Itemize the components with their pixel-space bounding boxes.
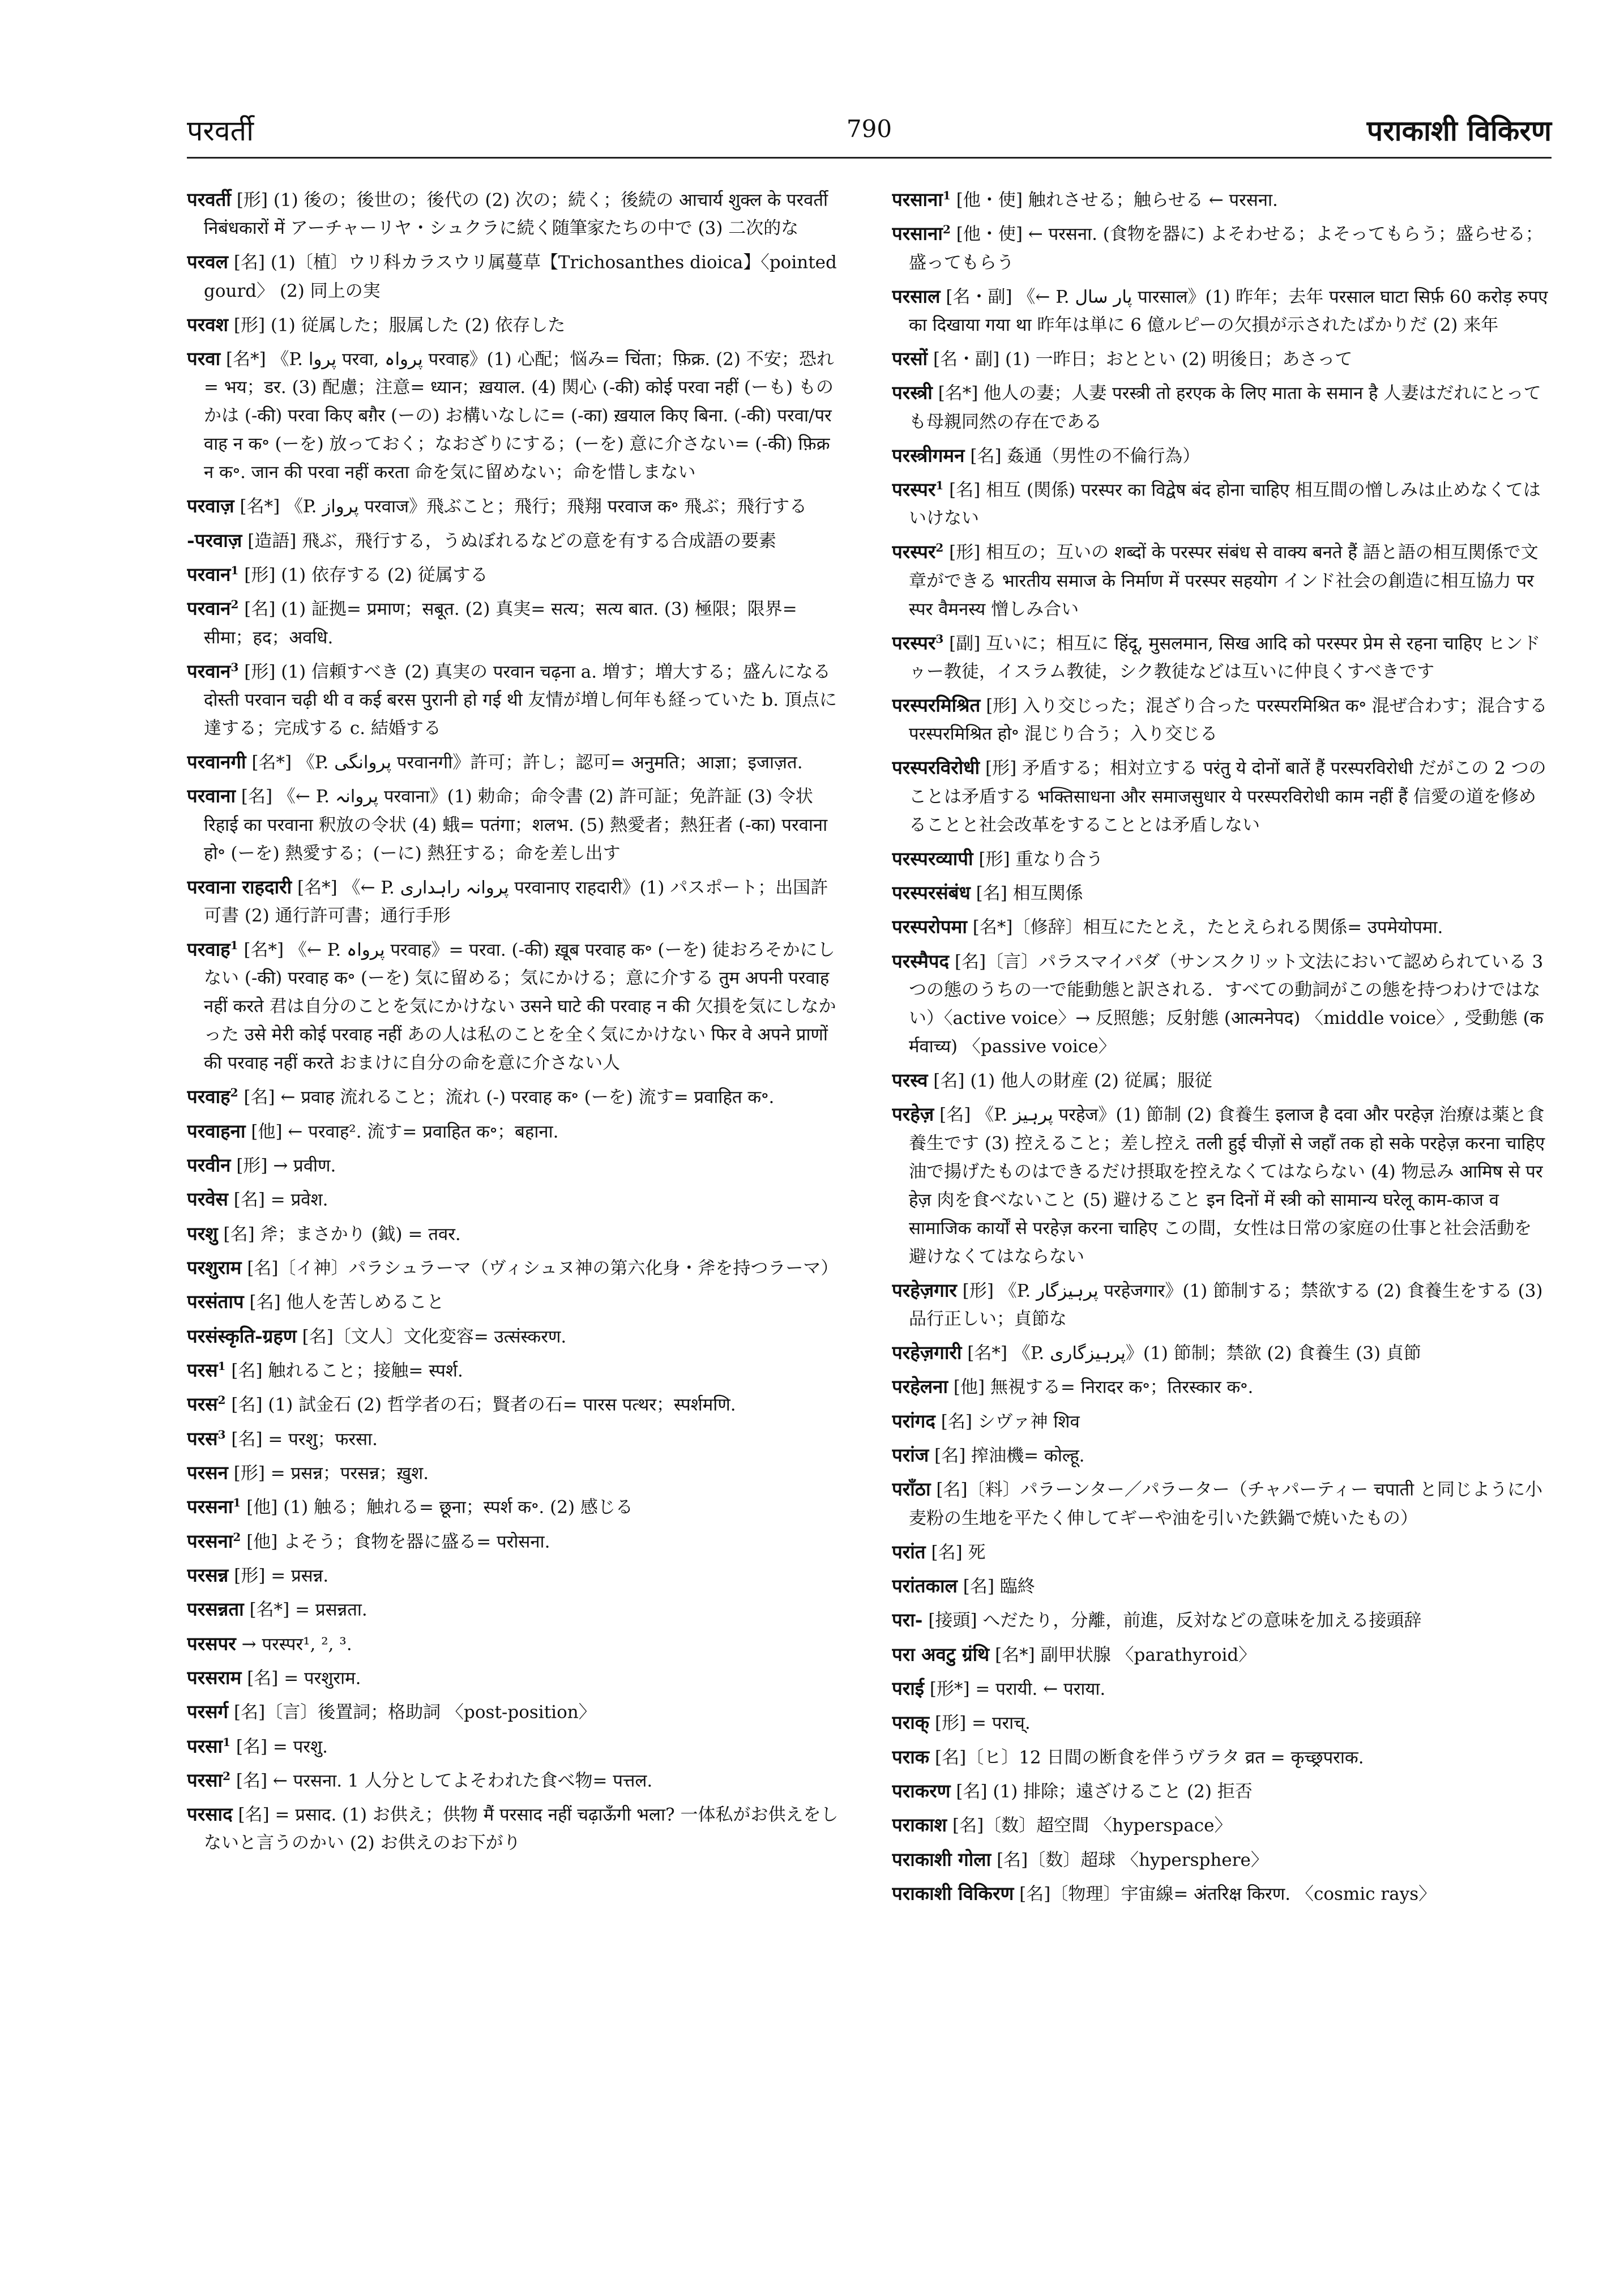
dictionary-entry xyxy=(892,1062,1549,1095)
right-column xyxy=(892,181,1549,2248)
entry-homograph-number: 3 xyxy=(935,631,944,646)
dictionary-entry xyxy=(187,556,844,589)
entry-headword: परस xyxy=(187,1393,218,1415)
dictionary-entry xyxy=(187,1420,844,1453)
entry-headword: परसाद xyxy=(187,1803,233,1825)
dictionary-entry xyxy=(187,1488,844,1521)
entry-definition: → परस्पर¹, ², ³. xyxy=(241,1633,352,1654)
entry-definition: [名]〔数〕超球 〈hypersphere〉 xyxy=(997,1849,1268,1870)
dictionary-entry xyxy=(187,1352,844,1385)
entry-headword: परवानगी xyxy=(187,750,246,773)
entry-homograph-number: 3 xyxy=(217,1427,226,1441)
entry-headword: परवाह xyxy=(187,938,230,961)
entry-headword: परस xyxy=(187,1359,218,1381)
entry-headword: परसपर xyxy=(187,1632,236,1654)
entry-definition: [形] = पराच्. xyxy=(935,1713,1031,1734)
entry-definition: [名*]〔修辞〕相互にたとえ，たとえられる関係= उपमेयोपमा. xyxy=(972,917,1443,938)
dictionary-entry xyxy=(892,1437,1549,1470)
dictionary-entry xyxy=(892,1875,1549,1908)
entry-headword: परसंताप xyxy=(187,1290,244,1313)
entry-headword: पराक् xyxy=(892,1711,930,1734)
dictionary-entry xyxy=(892,471,1549,532)
dictionary-entry xyxy=(187,1249,844,1282)
dictionary-entry xyxy=(892,1272,1549,1333)
dictionary-entry xyxy=(187,1591,844,1624)
entry-headword: परस्पर xyxy=(892,631,936,654)
right-running-headword: पराकाशी विकिरण xyxy=(1366,114,1552,147)
entry-headword: परवाना राहदारी xyxy=(187,875,292,898)
entry-headword: परसन्नता xyxy=(187,1598,244,1620)
entry-headword: परवान xyxy=(187,563,231,586)
dictionary-entry xyxy=(187,1728,844,1761)
dictionary-entry xyxy=(187,522,844,555)
dictionary-entry xyxy=(187,744,844,776)
dictionary-entry xyxy=(187,306,844,339)
entry-headword: परवाहना xyxy=(187,1119,246,1142)
dictionary-entry xyxy=(892,1403,1549,1436)
dictionary-entry xyxy=(892,1670,1549,1703)
header-rule xyxy=(187,157,1552,159)
entry-headword: परहेज़गारी xyxy=(892,1341,962,1364)
entry-definition: [名*] 副甲状腺 〈parathyroid〉 xyxy=(995,1644,1257,1665)
entry-headword: परस्मैपद xyxy=(892,949,950,972)
entry-headword: परस्त्री xyxy=(892,381,933,404)
page-header xyxy=(187,110,1552,173)
entry-definition: [名] 死 xyxy=(931,1542,986,1563)
entry-headword: परस्पर xyxy=(892,540,936,563)
dictionary-entry xyxy=(892,181,1549,214)
dictionary-entry xyxy=(187,1386,844,1419)
dictionary-entry xyxy=(892,1096,1549,1270)
entry-homograph-number: 1 xyxy=(942,189,951,202)
entry-headword: परसराम xyxy=(187,1666,242,1689)
entry-headword: परसना xyxy=(187,1529,233,1552)
entry-definition: [形] (1) 後の；後世の；後代の (2) 次の；続く；後続の आचार्य शुक्ल के परवर्ती निबंधकारों में アーチャーリヤ・シュクラに続く随筆家たちの中で (3) 二次的な xyxy=(204,190,828,239)
entry-headword: पराँठा xyxy=(892,1478,931,1500)
entry-definition: [名*] 《P. پروانگی परवानगी》許可；許し；認可= अनुमति；आज्ञा；इजाज़त. xyxy=(251,752,803,773)
entry-definition: [名] ← परसना. 1 人分としてよそわれた食べ物= पत्तल. xyxy=(236,1770,653,1791)
entry-homograph-number: 1 xyxy=(217,1359,226,1373)
entry-definition: [形] (1) 従属した；服属した (2) 依存した xyxy=(233,314,566,335)
left-running-headword: परवर्ती xyxy=(187,114,254,147)
entry-definition: [名]〔文人〕文化変容= उत्संस्करण. xyxy=(302,1326,567,1347)
entry-definition: [名*] 《← P. پرواہ परवाह》= परवा. (-की) ख़ूब परवाह क॰ (ーを) 徒おろそかにしない (-की) परवाह क॰ (ーを) 気に留める；気にかける；意に介する तुम अपनी परवाह नहीं करते 君は自分のことを気にかけない उसने घाटे की परवाह न की 欠損を気にしなかった उसे मेरी कोई परवाह नहीं あの人は私のことを全く気にかけない फिर वे अपने प्राणों की परवाह नहीं करते おまけに自分の命を意に介さない人 xyxy=(204,940,836,1074)
dictionary-entry xyxy=(892,1471,1549,1532)
entry-headword: परवेस xyxy=(187,1188,228,1210)
entry-headword: परसन्न xyxy=(187,1564,229,1586)
dictionary-entry xyxy=(892,1636,1549,1669)
dictionary-entry xyxy=(187,1078,844,1111)
entry-definition: [名*] 《P. پرواز परवाज》飛ぶこと；飛行；飛翔 परवाज क॰ 飛ぶ；飛行する xyxy=(240,496,807,517)
entry-headword: पराकरण xyxy=(892,1779,951,1802)
dictionary-entry xyxy=(892,840,1549,873)
entry-headword: परहेज़गार xyxy=(892,1278,957,1301)
entry-headword: परवाज़ xyxy=(187,494,234,517)
entry-headword: परस्पर xyxy=(892,478,936,501)
dictionary-entry xyxy=(187,1113,844,1146)
entry-definition: [形] → प्रवीण. xyxy=(236,1155,336,1176)
entry-headword: पराकाशी विकिरण xyxy=(892,1882,1014,1905)
dictionary-entry xyxy=(892,1704,1549,1737)
dictionary-entry xyxy=(187,1454,844,1487)
entry-definition: [名] シヴァ神 शिव xyxy=(941,1411,1080,1432)
entry-homograph-number: 2 xyxy=(223,1769,231,1783)
entry-definition: [名] 姦通（男性の不倫行為） xyxy=(970,445,1200,466)
entry-headword: परा- xyxy=(892,1608,923,1631)
entry-headword: परसाना xyxy=(892,188,943,211)
entry-headword: परवान xyxy=(187,659,231,682)
entry-definition: [名] 搾油機= कोल्हू. xyxy=(934,1445,1085,1466)
dictionary-entry xyxy=(892,437,1549,470)
entry-headword: परांगद xyxy=(892,1409,935,1432)
entry-definition: [他] 無視する= निरादर क॰；तिरस्कार क॰. xyxy=(953,1377,1254,1398)
dictionary-entry xyxy=(892,1534,1549,1567)
entry-homograph-number: 3 xyxy=(230,660,239,674)
entry-homograph-number: 1 xyxy=(935,478,944,492)
entry-headword: परवाह xyxy=(187,1085,230,1108)
entry-definition: [名・副] 《← P. پار سال पारसाल》(1) 昨年；去年 परसाल घाटा सिर्फ़ 60 करोड़ रुपए का दिखाया गया था 昨年は単に 6 億ルピーの欠損が示されたばかりだ (2) 来年 xyxy=(909,286,1548,335)
entry-definition: [名]〔言〕パラスマイパダ（サンスクリット文法において認められている 3 つの態のうちの一で能動態と訳される．すべての動詞がこの態を持つわけではない）〈active voice〉→ 反照態；反射態 (आत्मनेपद) 〈middle voice〉, 受動態 (कर्मवाच्य) 〈passive voice〉 xyxy=(909,951,1544,1057)
entry-homograph-number: 1 xyxy=(230,563,239,577)
entry-homograph-number: 1 xyxy=(223,1735,231,1749)
entry-headword: परसंस्कृति-ग्रहण xyxy=(187,1324,297,1347)
entry-definition: [名] 相互 (関係) परस्पर का विद्वेष बंद होना चाहिए 相互間の憎しみは止めなくてはいけない xyxy=(909,480,1541,529)
entry-definition: [造語] 飛ぶ，飛行する，うぬぼれるなどの意を有する合成語の要素 xyxy=(247,530,776,551)
entry-headword: पराक xyxy=(892,1745,930,1768)
dictionary-entry xyxy=(187,1283,844,1316)
entry-definition: [名] = प्रवेश. xyxy=(233,1189,328,1210)
entry-headword: परसर्ग xyxy=(187,1700,229,1723)
entry-definition: [名]〔料〕パラーンター／パラーター（チャパーティー चपाती と同じように小麦粉の生地を平たく伸してギーや油を引いた鉄鍋で焼いたもの） xyxy=(909,1479,1543,1529)
entry-definition: [形] 矛盾する；相対立する परंतु ये दोनों बातें हैं परस्परविरोधी だがこの 2 つのことは矛盾する भक्तिसाधना और समाजसुधार ये परस्परविरोधी काम नहीं हैं 信愛の道を修めることと社会改革をすることとは矛盾しない xyxy=(909,758,1546,835)
entry-headword: परस्परमिश्रित xyxy=(892,694,981,716)
dictionary-entry xyxy=(892,1602,1549,1634)
entry-definition: [名*] 《P. پرہیزگاری》(1) 節制；禁欲 (2) 食養生 (3) 貞節 xyxy=(967,1343,1421,1364)
entry-definition: [名*] 他人の妻；人妻 परस्त्री तो हरएक के लिए माता के समान है 人妻はだれにとっても母親同然の存在である xyxy=(909,383,1541,432)
entry-definition: [副] 互いに；相互に हिंदू, मुसलमान, सिख आदि को परस्पर प्रेम से रहना चाहिए ヒンドゥー教徒，イスラム教徒，シク教徒などは互いに仲良くすべきです xyxy=(909,633,1541,682)
entry-definition: [他] よそう；食物を器に盛る= परोसना. xyxy=(246,1531,550,1552)
dictionary-entry xyxy=(187,1762,844,1795)
entry-headword: परांत xyxy=(892,1540,926,1563)
entry-headword: परसा xyxy=(187,1734,223,1757)
dictionary-entry xyxy=(187,1215,844,1248)
entry-definition: [名]〔ヒ〕12 日間の断食を伴うヴラタ व्रत = कृच्छ्रपराक. xyxy=(935,1747,1364,1768)
dictionary-entry xyxy=(892,1773,1549,1806)
entry-definition: [形] 重なり合う xyxy=(978,848,1104,869)
dictionary-entry xyxy=(892,625,1549,686)
entry-definition: [名]〔物理〕宇宙線= अंतरिक्ष किरण. 〈cosmic rays〉 xyxy=(1019,1884,1437,1905)
dictionary-entry xyxy=(892,908,1549,941)
entry-headword: -परवाज़ xyxy=(187,528,242,551)
entry-headword: परांज xyxy=(892,1444,929,1466)
entry-definition: [名] (1) 排除；遠ざけること (2) 拒否 xyxy=(956,1781,1253,1802)
entry-definition: [名*] 《P. پروا परवा, پرواہ परवाह》(1) 心配；悩み= चिंता；फ़िक्र. (2) 不安；恐れ= भय；डर. (3) 配慮；注意= ध्यान；ख़याल. (4) 関心 (-की) कोई परवा नहीं (ーも) ものかは (-की) परवा किए बग़ैर (ーの) お構いなしに= (-का) ख़याल किए बिना. (-की) परवा/परवाह न क॰ (ーを) 放っておく；なおざりにする；(ーを) 意に介さない= (-की) फ़िक्र न क॰. जान की परवा नहीं करता 命を気に留めない；命を惜しまない xyxy=(204,349,834,483)
entry-definition: [形] 相互の；互いの शब्दों के परस्पर संबंध से वाक्य बनते हैं 語と語の相互関係で文章ができる भारतीय समाज के निर्माण में परस्पर सहयोग インド社会の創造に相互協力 परस्पर वैमनस्य 憎しみ合い xyxy=(909,542,1538,620)
entry-definition: [名] (1)〔植〕ウリ科カラスウリ属蔓草【Trichosanthes dioica】〈pointed gourd〉 (2) 同上の実 xyxy=(204,252,837,301)
entry-definition: [形] = प्रसन्न；परसन्न；ख़ुश. xyxy=(233,1463,429,1484)
entry-headword: परसों xyxy=(892,347,928,370)
entry-headword: परस्परसंबंध xyxy=(892,881,971,904)
entry-definition: [名] 《P. پرہیز परहेज》(1) 節制 (2) 食養生 इलाज है दवा और परहेज़ 治療は薬と食養生です (3) 控えること；差し控え तली हुई चीज़ों से जहाँ तक हो सके परहेज़ करना चाहिए 油で揚げたものはできるだけ摂取を控えなくてはならない (4) 物忌み आमिष से परहेज़ 肉を食べないこと (5) 避けること इन दिनों में स्त्री को सामान्य घरेलू काम-काज व सामाजिक कार्यों से परहेज़ करना चाहिए この間，女性は日常の家庭の仕事と社会活動を避けなくてはならない xyxy=(909,1104,1545,1267)
entry-headword: परवाना xyxy=(187,784,236,807)
entry-headword: परस्परविरोधी xyxy=(892,756,980,779)
entry-headword: परवान xyxy=(187,597,231,620)
dictionary-entry xyxy=(892,340,1549,373)
entry-definition: [他] ← परवाह². 流す= प्रवाहित क॰；बहाना. xyxy=(251,1121,559,1142)
entry-headword: परशु xyxy=(187,1222,218,1244)
entry-headword: परस्त्रीगमन xyxy=(892,443,965,466)
entry-homograph-number: 2 xyxy=(942,223,951,237)
entry-definition: [名] (1) 証拠= प्रमाण；सबूत. (2) 真実= सत्य；सत्य बात. (3) 極限；限界= सीमा；हद；अवधि. xyxy=(204,599,797,648)
dictionary-entry xyxy=(892,1841,1549,1874)
dictionary-entry xyxy=(187,1659,844,1692)
left-column xyxy=(187,181,844,2248)
dictionary-entry xyxy=(187,1318,844,1351)
dictionary-entry xyxy=(187,653,844,742)
entry-definition: [名]〔数〕超空間 〈hyperspace〉 xyxy=(952,1815,1232,1836)
entry-headword: परस xyxy=(187,1427,218,1449)
entry-headword: परशुराम xyxy=(187,1256,242,1279)
entry-homograph-number: 2 xyxy=(217,1393,226,1407)
entry-definition: [形] = प्रसन्न. xyxy=(234,1565,329,1586)
entry-headword: परांतकाल xyxy=(892,1574,958,1597)
dictionary-entry xyxy=(187,1557,844,1590)
entry-definition: [名] 臨終 xyxy=(963,1576,1035,1597)
entry-headword: परसन xyxy=(187,1461,228,1484)
entry-headword: परस्व xyxy=(892,1069,928,1091)
entry-headword: परवीन xyxy=(187,1154,231,1176)
dictionary-entry xyxy=(187,181,844,242)
entry-definition: [他] (1) 触る；触れる= छूना；स्पर्श क॰. (2) 感じる xyxy=(246,1497,633,1518)
dictionary-entry xyxy=(187,488,844,520)
entry-headword: पराकाशी गोला xyxy=(892,1847,992,1870)
entry-definition: [接頭] へだたり，分離，前進，反対などの意味を加える接頭辞 xyxy=(928,1610,1422,1631)
entry-headword: परसाल xyxy=(892,284,941,307)
dictionary-entry xyxy=(187,1796,844,1857)
entry-headword: परसना xyxy=(187,1495,233,1518)
entry-headword: परा अवटु ग्रंथि xyxy=(892,1642,990,1665)
entry-homograph-number: 2 xyxy=(230,1086,238,1100)
entry-definition: [形] (1) 信頼すべき (2) 真実の परवान चढ़ना a. 増す；増大する；盛んになる दोस्ती परवान चढ़ी थी व कई बरस पुरानी हो गई थी 友情が増し何年も経っていた b. 頂点に達する；完成する c. 結婚する xyxy=(204,661,837,739)
entry-definition: [名] 触れること；接触= स्पर्श. xyxy=(231,1360,463,1381)
entry-definition: [名] (1) 試金石 (2) 哲学者の石；賢者の石= पारस पत्थर；स्पर्शमणि. xyxy=(231,1394,736,1415)
entry-definition: [他・使] 触れさせる；触らせる ← परसना. xyxy=(956,190,1278,211)
dictionary-entry xyxy=(187,590,844,651)
dictionary-entry xyxy=(892,374,1549,436)
dictionary-entry xyxy=(892,943,1549,1061)
dictionary-entry xyxy=(187,1147,844,1180)
dictionary-entry xyxy=(892,1739,1549,1772)
entry-homograph-number: 2 xyxy=(935,541,944,555)
entry-definition: [名] ← प्रवाह 流れること；流れ (-) परवाह क॰ (ーを) 流す= प्रवाहित क॰. xyxy=(243,1087,775,1108)
entry-homograph-number: 1 xyxy=(233,1496,241,1510)
dictionary-entry xyxy=(187,1523,844,1556)
entry-definition: [形*] = परायी. ← पराया. xyxy=(929,1679,1106,1700)
dictionary-entry xyxy=(187,778,844,867)
entry-definition: [名] 《← P. پروانہ परवाना》(1) 勅命；命令書 (2) 許可証；免許証 (3) 令状 रिहाई का परवाना 釈放の令状 (4) 蛾= पतंगा；शलभ. (5) 熱愛者；熱狂者 (-का) परवाना हो॰ (ーを) 熱愛する；(ーに) 熱狂する；命を差し出す xyxy=(204,786,828,864)
dictionary-entry xyxy=(892,1368,1549,1401)
dictionary-entry xyxy=(187,931,844,1077)
dictionary-entry xyxy=(187,340,844,486)
dictionary-entry xyxy=(892,749,1549,839)
dictionary-entry xyxy=(892,687,1549,748)
dictionary-entry xyxy=(187,869,844,930)
entry-definition: [形] 入り交じった；混ざり合った परस्परमिश्रित क॰ 混ぜ合わす；混合する परस्परमिश्रित हो॰ 混じり合う；入り交じる xyxy=(909,695,1548,745)
entry-headword: परहेज़ xyxy=(892,1103,934,1125)
entry-headword: परहेलना xyxy=(892,1375,948,1398)
entry-definition: [名]〔イ神〕パラシュラーマ（ヴィシュヌ神の第六化身・斧を持つラーマ） xyxy=(247,1258,839,1279)
entry-headword: परवा xyxy=(187,347,221,370)
entry-definition: [名・副] (1) 一昨日；おととい (2) 明後日；あさって xyxy=(933,349,1353,370)
entry-headword: परस्परोपमा xyxy=(892,915,967,938)
entry-headword: पराकाश xyxy=(892,1813,947,1836)
entry-definition: [名]〔言〕後置詞；格助詞 〈post-position〉 xyxy=(234,1702,596,1723)
dictionary-entry xyxy=(892,533,1549,623)
entry-definition: [名*] 《← P. پروانہ راہداری परवानाए राहदारी》(1) パスポート；出国許可書 (2) 通行許可書；通行手形 xyxy=(204,877,828,926)
entry-headword: परसा xyxy=(187,1769,223,1791)
dictionary-entry xyxy=(892,874,1549,907)
dictionary-entry xyxy=(187,1625,844,1658)
entry-homograph-number: 1 xyxy=(230,938,238,952)
dictionary-entry xyxy=(892,1334,1549,1367)
dictionary-entry xyxy=(187,1181,844,1214)
entry-definition: [名] = परशु. xyxy=(236,1736,328,1757)
entry-definition: [名] (1) 他人の財産 (2) 従属；服従 xyxy=(933,1070,1212,1091)
entry-definition: [名] 斧；まさかり (鉞) = तवर. xyxy=(223,1223,461,1244)
dictionary-entry xyxy=(187,244,844,305)
entry-definition: [他・使] ← परसना. (食物を器に) よそわせる；よそってもらう；盛らせる；盛ってもらう xyxy=(909,224,1543,273)
entry-definition: [形] (1) 依存する (2) 従属する xyxy=(244,565,488,586)
entry-definition: [名*] = प्रसन्नता. xyxy=(249,1599,367,1620)
entry-definition: [名] = परशु；फरसा. xyxy=(231,1428,378,1449)
dictionary-entry xyxy=(892,1807,1549,1839)
entry-headword: परवल xyxy=(187,250,228,273)
entry-definition: [形] 《P. پرہیزگار परहेजगार》(1) 節制する；禁欲する (2) 食養生をする (3) 品行正しい；貞節な xyxy=(909,1280,1543,1329)
entry-headword: परवर्ती xyxy=(187,188,231,211)
entry-definition: [名] 相互関係 xyxy=(976,883,1083,904)
dictionary-entry xyxy=(187,1693,844,1726)
entry-homograph-number: 2 xyxy=(233,1530,241,1544)
dictionary-entry xyxy=(892,278,1549,339)
dictionary-entry xyxy=(892,215,1549,276)
entry-definition: [名] = परशुराम. xyxy=(247,1668,361,1689)
entry-headword: परस्परव्यापी xyxy=(892,847,973,869)
entry-headword: पराई xyxy=(892,1677,924,1700)
entry-definition: [名] = प्रसाद. (1) お供え；供物 मैं परसाद नहीं चढ़ाऊँगी भला? 一体私がお供えをしないと言うのかい (2) お供えのお下がり xyxy=(204,1804,839,1854)
page-number: 790 xyxy=(846,115,892,143)
dictionary-entry xyxy=(892,1568,1549,1600)
entry-headword: परवश xyxy=(187,313,229,335)
entry-homograph-number: 2 xyxy=(230,597,239,612)
entry-headword: परसाना xyxy=(892,222,943,245)
entry-definition: [名] 他人を苦しめること xyxy=(249,1292,445,1313)
